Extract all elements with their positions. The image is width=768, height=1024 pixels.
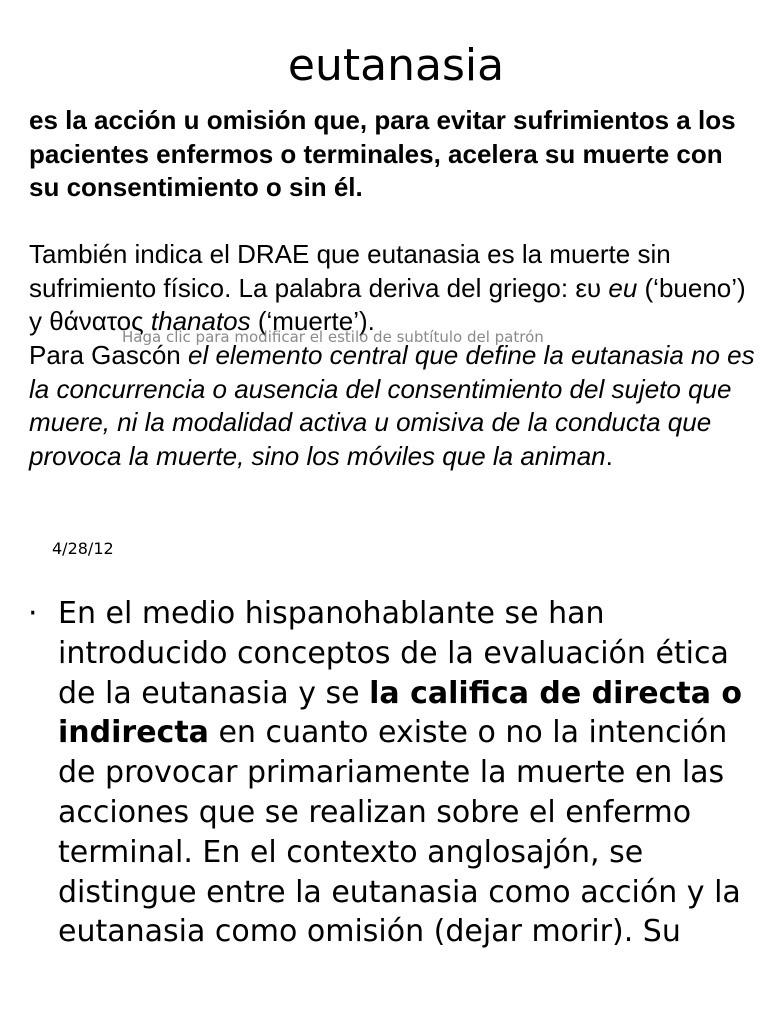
bullet-text [58, 594, 748, 952]
gascon-paragraph [29, 339, 759, 473]
drae-paragraph [29, 238, 759, 339]
bullet-list-item [28, 594, 748, 952]
gascon-quote: el elemento central que define la eutanasia no es la concurrencia o ausencia del consentimiento del sujeto que muere, ni la modalidad activa u omisiva de la conducta que provoca la muerte, sino los móviles que la animan [29, 340, 755, 471]
thanatos-term: thanatos [150, 306, 251, 336]
bullet-icon: · [28, 596, 38, 631]
definition-paragraph: es la acción u omisión que, para evitar sufrimientos a los pacientes enfermos o terminales, acelera su muerte con su consentimiento o sin él. [29, 105, 736, 202]
eu-meaning: (‘bueno’) y [29, 272, 746, 336]
gascon-end: . [605, 440, 613, 471]
greek-eu: ευ [575, 272, 602, 303]
drae-text: También indica el DRAE que eutanasia es la muerte sin sufrimiento físico. La palabra deriva del griego: [29, 239, 671, 303]
eu-term: eu [608, 272, 638, 303]
gascon-lead: Para Gascón [29, 340, 181, 370]
bullet-text-start: En el medio hispanohablante se han introducido conceptos de la evaluación ética de la eutanasia y se [58, 596, 729, 711]
page-title: eutanasia [287, 40, 505, 91]
bullet-text-bold: la califica de directa o indirecta [58, 675, 742, 751]
greek-thanatos: θάνατος [49, 306, 144, 336]
slide-date: 4/28/12 [52, 539, 114, 558]
thanatos-meaning: (‘muerte’). [257, 306, 375, 336]
subtitle-placeholder[interactable]: Haga clic para modificar el estilo de subtítulo del patrón [122, 328, 544, 346]
bullet-text-end: en cuanto existe o no la intención de provocar primariamente la muerte en las acciones que se realizan sobre el enfermo terminal. En el contexto anglosajón, se distingue entre la eutanasia como acción y la eutanasia como omisión (dejar morir). Su [58, 715, 741, 950]
